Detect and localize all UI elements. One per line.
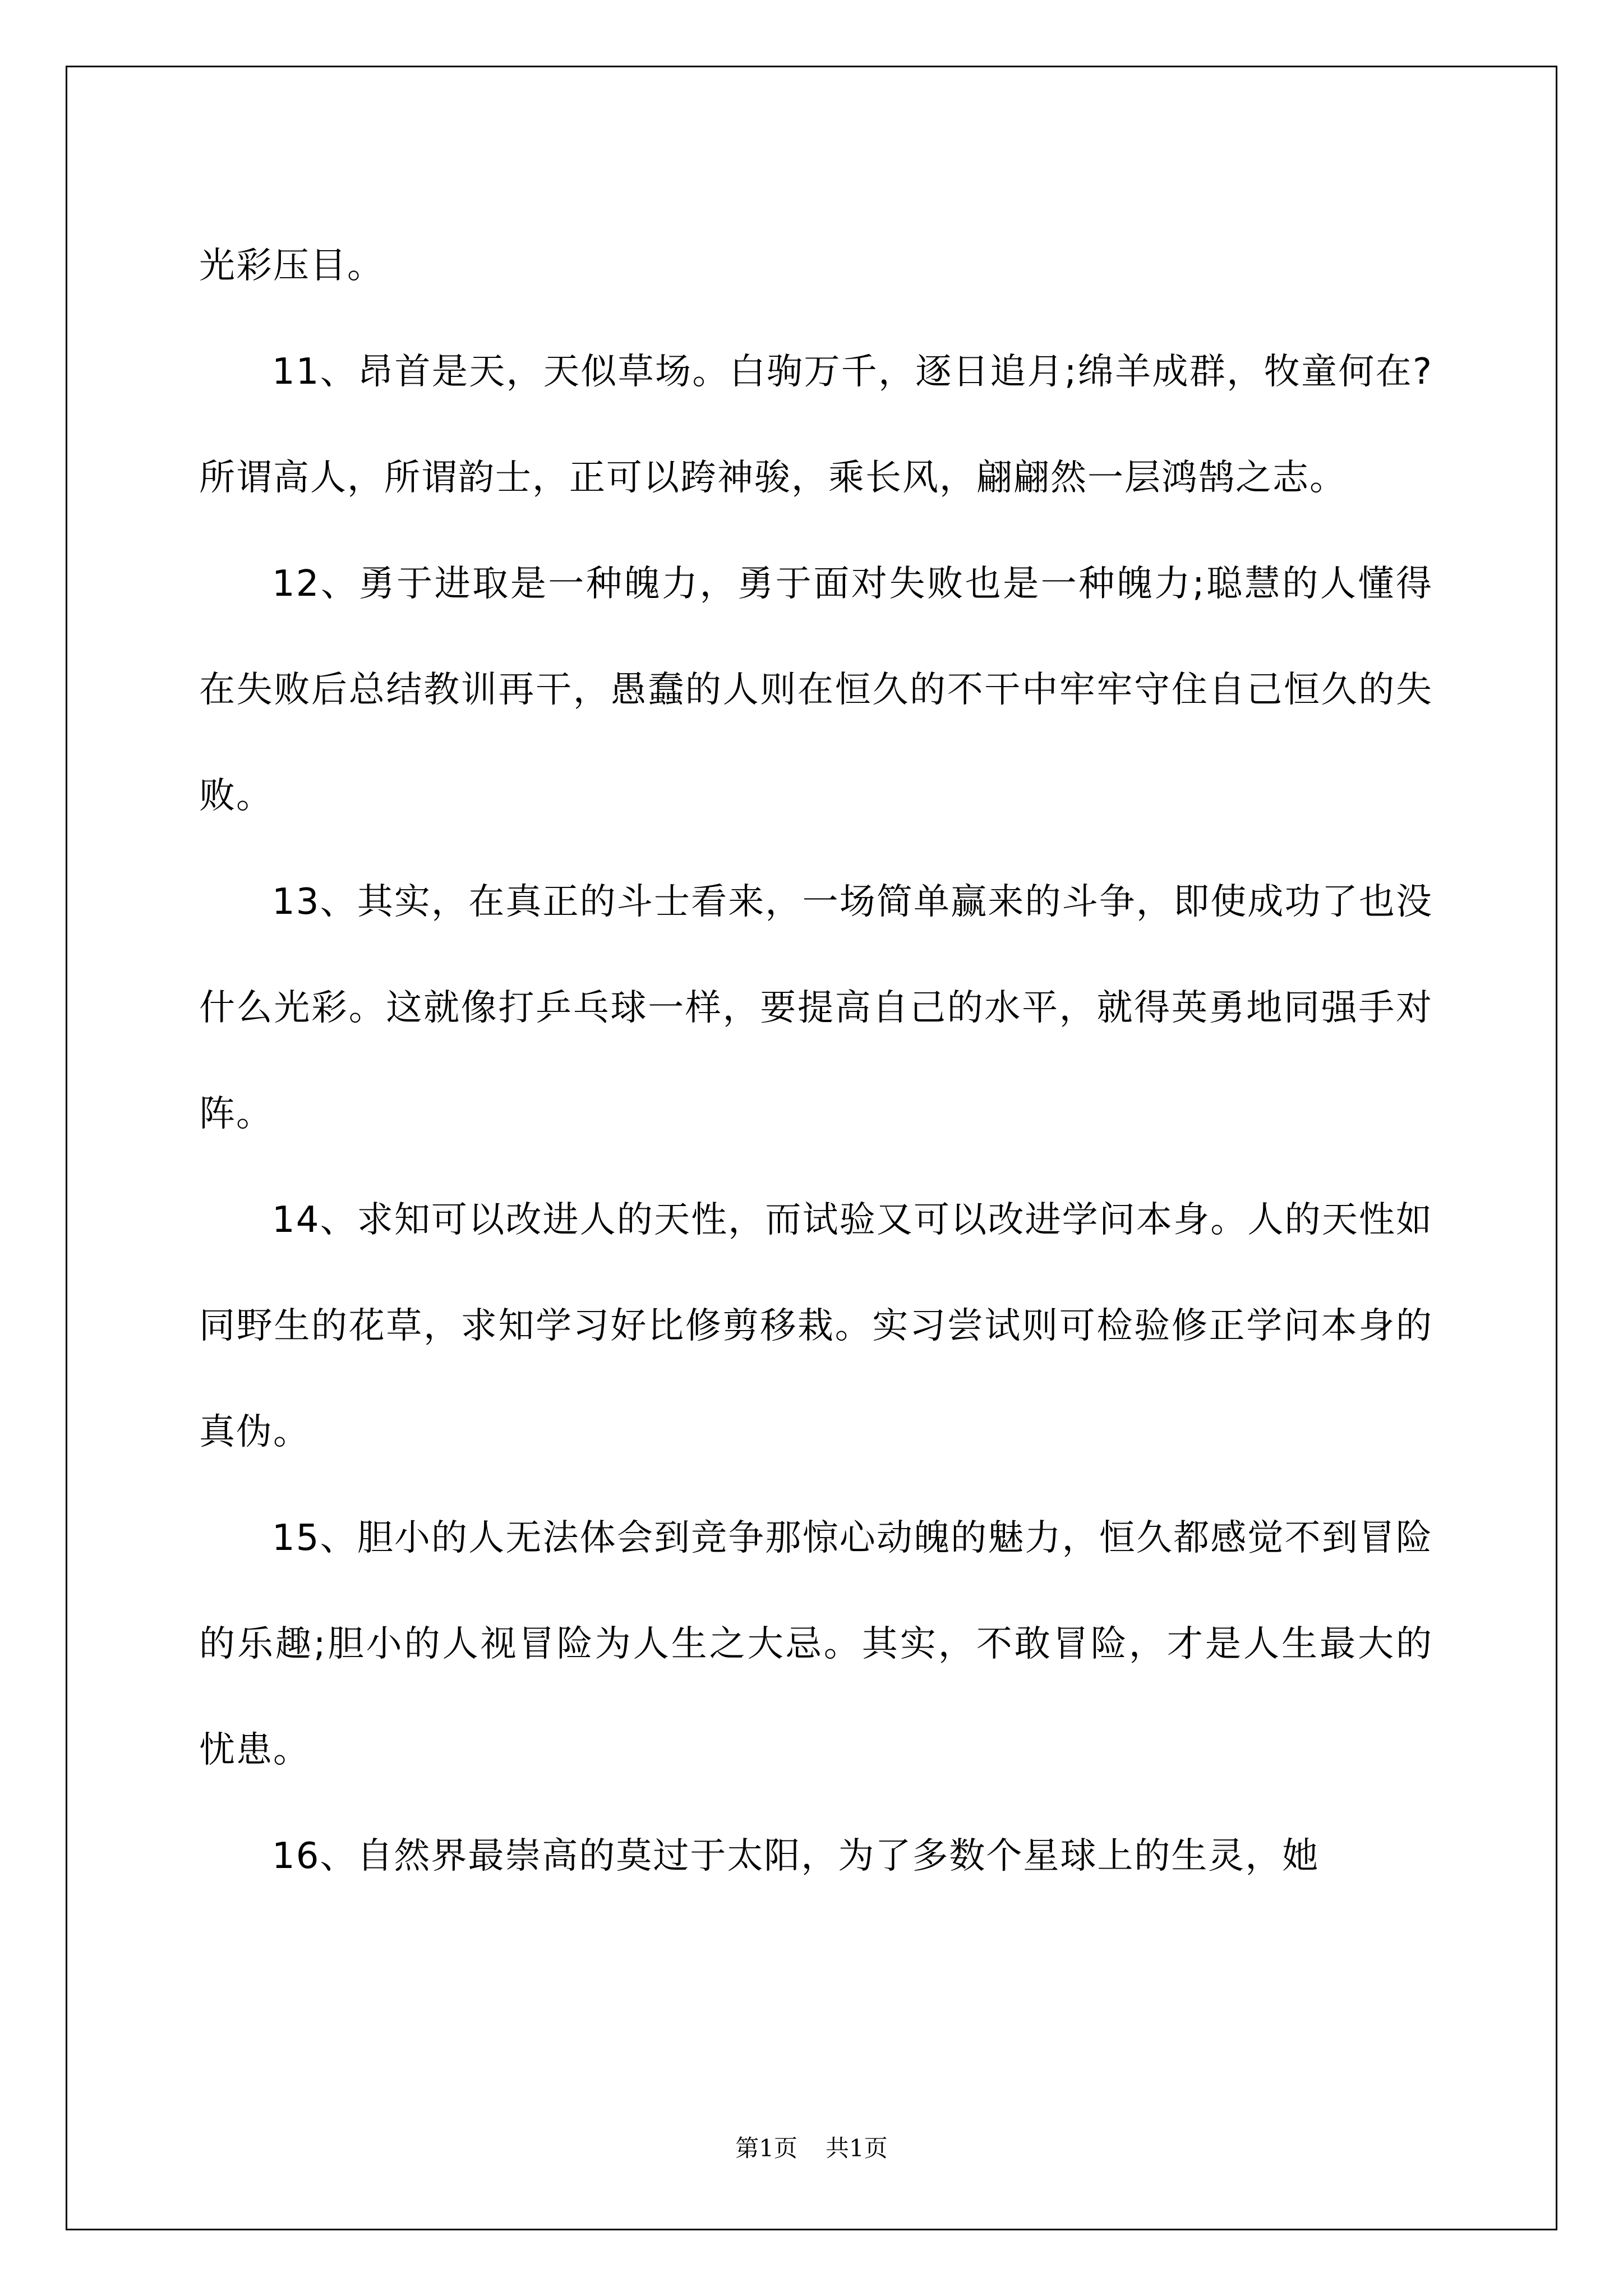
page-number-total: 共1页	[826, 2134, 888, 2162]
page-number-current: 第1页	[735, 2134, 797, 2162]
document-body	[199, 213, 1433, 1910]
paragraph-item-11: 11、昂首是天，天似草场。白驹万千，逐日追月;绵羊成群，牧童何在?所谓高人，所谓韵士，正可以跨神骏，乘长风，翩翩然一层鸿鹄之志。	[199, 351, 1433, 499]
paragraph-item-14: 14、求知可以改进人的天性，而试验又可以改进学问本身。人的天性如同野生的花草，求知学习好比修剪移栽。实习尝试则可检验修正学问本身的真伪。	[199, 1199, 1433, 1453]
paragraph-item-13: 13、其实，在真正的斗士看来，一场简单赢来的斗争，即使成功了也没什么光彩。这就像打乒乓球一样，要提高自己的水平，就得英勇地同强手对阵。	[199, 881, 1433, 1135]
paragraph-item-16: 16、自然界最崇高的莫过于太阳，为了多数个星球上的生灵，她	[272, 1835, 1320, 1877]
paragraph-continuation: 光彩压目。	[199, 245, 384, 287]
paragraph-item-15: 15、胆小的人无法体会到竞争那惊心动魄的魅力，恒久都感觉不到冒险的乐趣;胆小的人视冒险为人生之大忌。其实，不敢冒险，才是人生最大的忧患。	[199, 1517, 1433, 1771]
page-footer	[0, 2132, 1623, 2165]
paragraph-item-12: 12、勇于进取是一种魄力，勇于面对失败也是一种魄力;聪慧的人懂得在失败后总结教训再干，愚蠢的人则在恒久的不干中牢牢守住自己恒久的失败。	[199, 563, 1433, 817]
